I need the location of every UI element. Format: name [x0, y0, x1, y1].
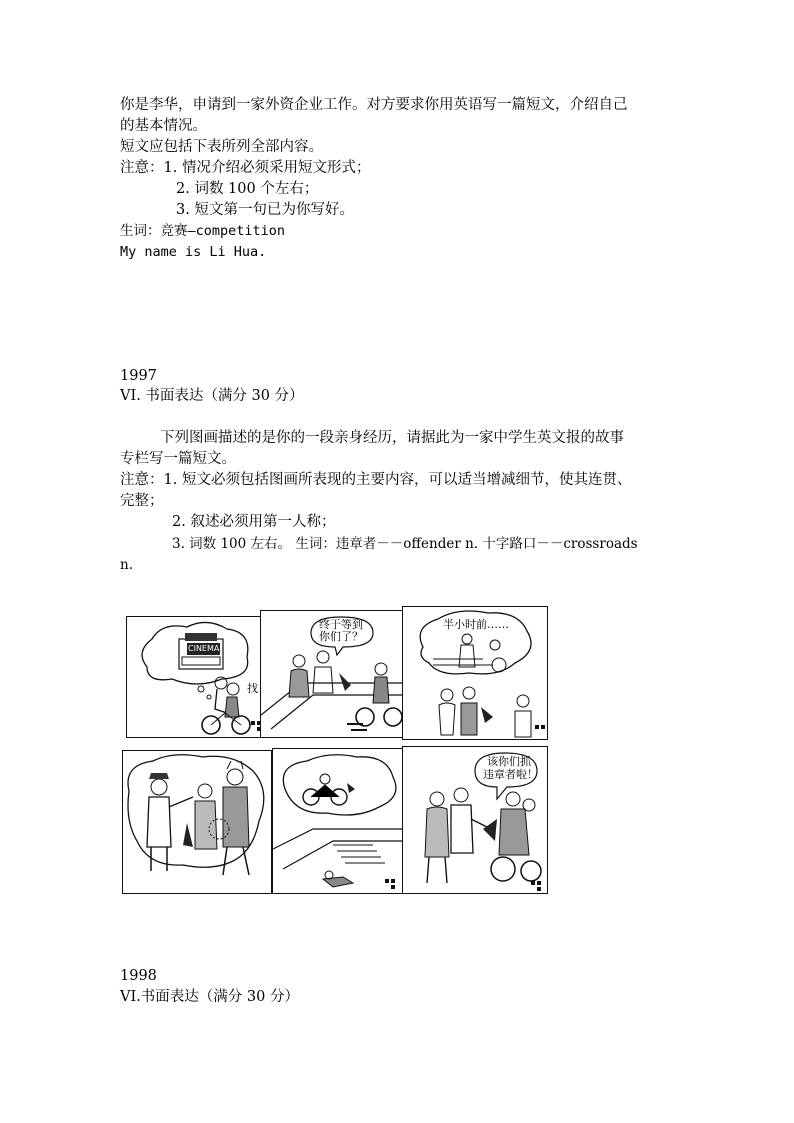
s1-line-1: 你是李华，申请到一家外资企业工作。对方要求你用英语写一篇短文，介绍自己	[120, 97, 628, 113]
cartoon-panel-5	[272, 748, 406, 894]
s3-year: 1998	[120, 968, 157, 984]
panel6-bubble-line-2: 违章者啦！	[483, 768, 538, 781]
cartoon-panel-3	[402, 606, 548, 740]
panel2-bubble-line-1: 终于等到	[319, 618, 363, 631]
s2-year: 1997	[120, 368, 157, 384]
panel1-text: 找	[247, 682, 258, 695]
s1-note-3: 3. 短文第一句已为你写好。	[176, 202, 354, 218]
panel6-bubble-line-1: 该你们抓	[487, 755, 531, 768]
panel2-bubble-line-2: 你们了？	[319, 630, 363, 643]
s2-note-3: 3. 词数 100 左右。 生词：违章者－－offender n. 十字路口－－crossroads	[172, 536, 638, 552]
s2-intro-1: 下列图画描述的是你的一段亲身经历，请据此为一家中学生英文报的故事	[160, 430, 624, 446]
cartoon-panel-1	[126, 616, 264, 738]
s1-line-2: 的基本情况。	[120, 118, 207, 134]
cartoon-panel-4	[122, 750, 272, 894]
cartoon-panel-6	[402, 746, 548, 894]
s2-note-1b: 完整；	[120, 493, 164, 509]
s1-first-sentence: My name is Li Hua.	[120, 244, 267, 260]
s3-heading: VI.书面表达（满分 30 分）	[120, 989, 299, 1005]
s2-note-1: 注意：1. 短文必须包括图画所表现的主要内容，可以适当增减细节，使其连贯、	[120, 472, 632, 488]
s1-note-1: 注意：1. 情况介绍必须采用短文形式；	[120, 160, 371, 176]
cartoon-panel-2	[260, 610, 406, 738]
cinema-sign: CINEMA	[188, 644, 220, 653]
cartoon-strip	[122, 602, 548, 898]
s1-line-3: 短文应包括下表所列全部内容。	[120, 139, 323, 155]
s2-intro-2: 专栏写一篇短文。	[120, 451, 236, 467]
s2-note-3b: n.	[120, 557, 133, 573]
s1-vocab: 生词：竞赛—competition	[120, 223, 286, 239]
s2-heading: VI. 书面表达（满分 30 分）	[120, 388, 304, 404]
s1-note-2: 2. 词数 100 个左右；	[176, 181, 319, 197]
s2-note-2: 2. 叙述必须用第一人称；	[172, 514, 336, 530]
panel3-bubble: 半小时前……	[443, 618, 509, 631]
